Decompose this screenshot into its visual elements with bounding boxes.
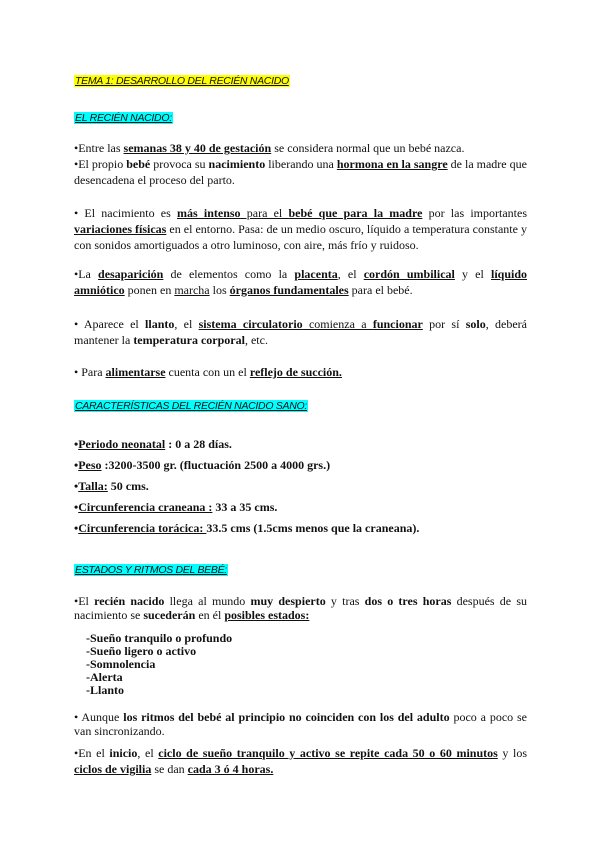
paragraph	[74, 140, 527, 156]
section-caracteristicas	[74, 397, 527, 413]
paragraph	[74, 266, 527, 298]
text-run: más intenso	[177, 206, 241, 220]
states-list	[86, 632, 539, 697]
text-run: , el	[337, 267, 364, 281]
text-run: llanto	[145, 317, 175, 331]
paragraph	[74, 594, 527, 622]
text-run: hormona en la sangre	[336, 157, 448, 171]
text-run: sistema circulatorio	[198, 317, 303, 331]
list-item: -Somnolencia	[86, 657, 156, 671]
text-run: :3200-3500 gr. (fluctuación 2500 a 4000 grs.)	[101, 458, 331, 472]
text-run: 33.5 cms (1.5cms menos que la craneana).	[206, 521, 420, 535]
text-run: 33 a 35 cms.	[212, 500, 278, 514]
text-run: para el	[240, 206, 289, 220]
text-run: • Aunque	[74, 710, 124, 724]
text-run: reflejo de succión.	[249, 365, 342, 379]
text-run: por sí	[422, 317, 466, 331]
text-run: por las importantes	[422, 206, 527, 220]
paragraph	[74, 745, 527, 777]
text-run: •	[74, 479, 79, 493]
text-run: alimentarse	[105, 365, 166, 379]
text-run: •La	[74, 267, 99, 281]
text-run: los	[209, 283, 230, 297]
list-item: -Sueño tranquilo o profundo	[86, 631, 233, 645]
text-run: Talla:	[78, 479, 108, 493]
text-run: ciclo de sueño tranquilo y activo se repite cada 50 o 60 minutos	[158, 746, 498, 760]
text-run: •El	[74, 594, 95, 608]
text-run: •	[74, 500, 79, 514]
text-run: , el	[174, 317, 199, 331]
text-run: líquido amniótico	[74, 267, 528, 297]
text-run: en él	[195, 608, 225, 622]
text-run: se considera normal que un bebé nazca.	[271, 141, 465, 155]
section-heading: CARACTERÍSTICAS DEL RECIÉN NACIDO SANO:	[75, 400, 307, 412]
text-run: bebé	[126, 157, 151, 171]
text-run: , deberá mantener la	[74, 317, 527, 347]
text-run: placenta	[294, 267, 338, 281]
text-run: • El nacimiento es	[74, 206, 177, 220]
text-run: ponen en	[124, 283, 175, 297]
text-run: muy despierto	[250, 594, 326, 608]
text-run: marcha	[174, 283, 210, 297]
text-run: solo	[465, 317, 486, 331]
document-title	[74, 72, 527, 88]
text-run: bebé que para la madre	[288, 206, 423, 220]
list-item	[74, 476, 527, 497]
text-run: de elementos como la	[163, 267, 295, 281]
text-run: dos o tres horas	[364, 594, 452, 608]
text-run: Circunferencia torácica:	[78, 521, 207, 535]
section-heading: EL RECIÉN NACIDO:	[75, 112, 172, 124]
paragraph	[74, 364, 527, 380]
text-run: cada 3 ó 4 horas.	[187, 762, 274, 776]
text-run: • Aparece el	[74, 317, 146, 331]
list-item	[74, 518, 527, 539]
text-run: de la madre que desencadena el proceso del parto.	[74, 157, 527, 187]
text-run: y el	[454, 267, 491, 281]
list-item: -Alerta	[86, 670, 123, 684]
list-item: -Sueño ligero o activo	[86, 644, 197, 658]
text-run: después de su nacimiento se	[74, 594, 527, 622]
text-run: poco a poco se van sincronizando.	[74, 710, 528, 738]
text-run: semanas 38 y 40 de gestación	[123, 141, 272, 155]
text-run: provoca su	[150, 157, 209, 171]
text-run: nacimiento	[208, 157, 266, 171]
characteristics-list	[74, 434, 527, 539]
text-run: y tras	[325, 594, 365, 608]
paragraph	[74, 205, 527, 253]
list-item: -Llanto	[86, 683, 125, 697]
text-run: ciclos de vigilia	[74, 762, 152, 776]
text-run: •El propio	[74, 157, 127, 171]
text-run: se dan	[151, 762, 188, 776]
text-run: •	[74, 437, 79, 451]
text-run: Periodo neonatal	[78, 437, 166, 451]
text-run: inicio	[109, 746, 138, 760]
section-recien-nacido	[74, 109, 527, 125]
text-run: funcionar	[372, 317, 423, 331]
text-run: 50 cms.	[107, 479, 149, 493]
text-run: , el	[137, 746, 159, 760]
text-run: •	[74, 458, 79, 472]
text-run: •	[74, 521, 79, 535]
text-run: los ritmos del bebé al principio no coinciden con los del adulto	[123, 710, 450, 724]
text-run: •En el	[74, 746, 110, 760]
section-heading: ESTADOS Y RITMOS DEL BEBÉ:	[75, 564, 227, 576]
text-run: desaparición	[98, 267, 164, 281]
text-run: en el entorno. Pasa: de un medio oscuro, líquido a temperatura constante y con sonidos amortiguados a otro luminoso, con aire, más frío y ruidoso.	[74, 222, 527, 252]
text-run: Peso	[78, 458, 102, 472]
text-run: •Entre las	[74, 141, 124, 155]
text-run: variaciones físicas	[74, 222, 167, 236]
text-run: recién nacido	[94, 594, 165, 608]
paragraph	[74, 156, 527, 188]
title-heading: TEMA 1: DESARROLLO DEL RECIÉN NACIDO	[75, 75, 289, 87]
text-run: temperatura corporal	[133, 333, 245, 347]
text-run: comienza a	[302, 317, 373, 331]
text-run: , etc.	[244, 333, 268, 347]
list-item	[74, 497, 527, 518]
text-run: órganos fundamentales	[229, 283, 349, 297]
text-run: cuenta con un el	[165, 365, 250, 379]
text-run: llega al mundo	[164, 594, 251, 608]
text-run: Circunferencia craneana :	[78, 500, 213, 514]
text-run: sucederán	[143, 608, 196, 622]
list-item	[74, 455, 527, 476]
section-estados	[74, 561, 527, 577]
paragraph	[74, 710, 527, 738]
list-item	[74, 434, 527, 455]
text-run: • Para	[74, 365, 106, 379]
text-run: posibles estados:	[224, 608, 310, 622]
text-run: y los	[497, 746, 528, 760]
text-run: cordón umbilical	[363, 267, 455, 281]
text-run: para el bebé.	[348, 283, 413, 297]
paragraph	[74, 316, 527, 348]
text-run: : 0 a 28 días.	[165, 437, 232, 451]
text-run: liberando una	[265, 157, 337, 171]
